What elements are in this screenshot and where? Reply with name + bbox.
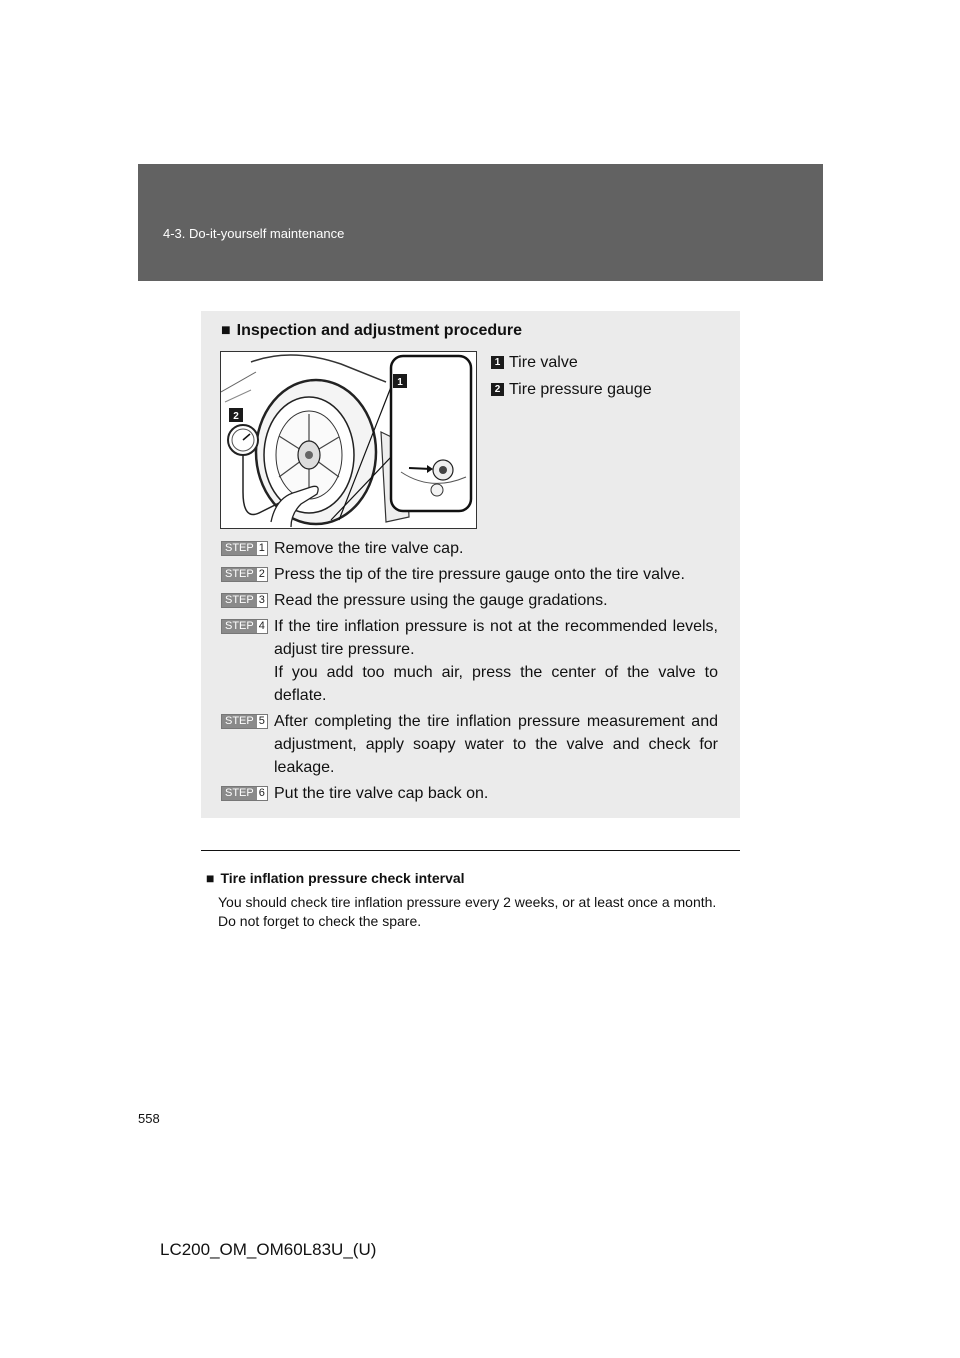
- note-section: [206, 869, 736, 931]
- square-bullet-icon: ■: [206, 870, 215, 886]
- step-badge: STEP 5: [221, 714, 268, 729]
- step-3: STEP 3 Read the pressure using the gauge gradations.: [221, 589, 718, 612]
- step-badge: STEP 3: [221, 593, 268, 608]
- callout-2-icon: 2: [491, 383, 504, 396]
- step-1: STEP 1 Remove the tire valve cap.: [221, 537, 718, 560]
- note-heading: ■ Tire inflation pressure check interval: [206, 870, 465, 886]
- figure-legend: [491, 349, 652, 403]
- step-5: STEP 5 After completing the tire inflation pressure measurement and adjustment, apply soapy water to the valve and check for leakage.: [221, 710, 718, 779]
- step-badge: STEP 2: [221, 567, 268, 582]
- page-number: 558: [138, 1111, 160, 1126]
- tire-illustration: [220, 351, 477, 529]
- header-band: [138, 164, 823, 281]
- svg-text:1: 1: [397, 377, 403, 388]
- step-badge: STEP 4: [221, 619, 268, 634]
- step-badge: STEP 6: [221, 786, 268, 801]
- square-bullet-icon: ■: [221, 322, 231, 339]
- callout-1-icon: 1: [491, 356, 504, 369]
- document-code: LC200_OM_OM60L83U_(U): [160, 1240, 377, 1259]
- legend-item-tire-valve: 1 Tire valve: [491, 349, 652, 376]
- step-badge: STEP 1: [221, 541, 268, 556]
- steps-list: [221, 537, 718, 808]
- section-title: 4-3. Do-it-yourself maintenance: [163, 226, 345, 241]
- step-6: STEP 6 Put the tire valve cap back on.: [221, 782, 718, 805]
- step-4: STEP 4 If the tire inflation pressure is not at the recommended levels, adjust tire pressure. If you add too much air, press the center of the valve to deflate.: [221, 615, 718, 707]
- step-2: STEP 2 Press the tip of the tire pressure gauge onto the tire valve.: [221, 563, 718, 586]
- procedure-box: [201, 311, 740, 818]
- tire-gauge-illustration: [221, 352, 476, 528]
- legend-item-tire-pressure-gauge: 2 Tire pressure gauge: [491, 376, 652, 403]
- svg-text:2: 2: [233, 411, 239, 422]
- section-divider: [201, 850, 740, 851]
- note-body: You should check tire inflation pressure every 2 weeks, or at least once a month. Do not forget to check the spare.: [218, 894, 717, 929]
- procedure-heading: ■ Inspection and adjustment procedure: [221, 322, 523, 339]
